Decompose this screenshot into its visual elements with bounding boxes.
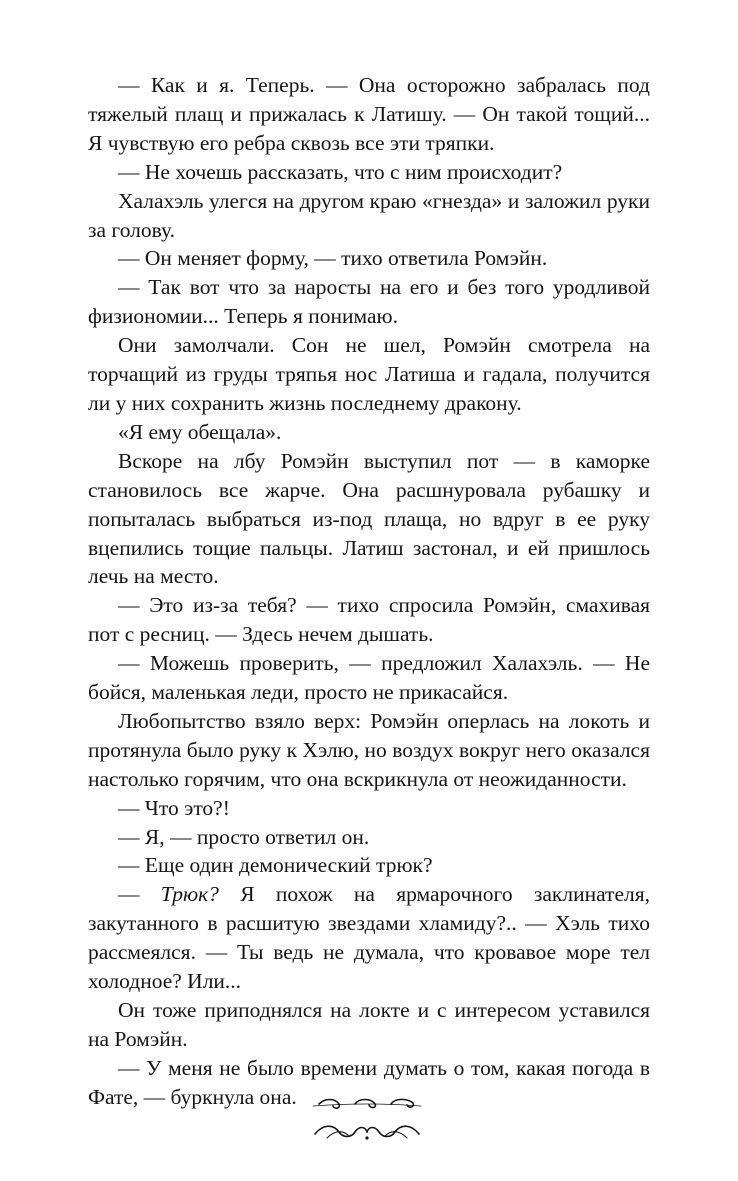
paragraph: — Это из-за тебя? — тихо спросила Ромэйн, смахивая пот с ресниц. — Здесь нечем дышать. bbox=[88, 593, 650, 647]
paragraph: — Так вот что за наросты на его и без того уродливой физиономии... Теперь я понимаю. bbox=[88, 275, 650, 329]
scene-break-flourish-icon bbox=[309, 1094, 425, 1144]
paragraph: — У меня не было времени думать о том, какая погода в Фате, — буркнула она. bbox=[88, 1055, 650, 1109]
paragraph: Он тоже приподнялся на локте и с интересом уставился на Ромэйн. bbox=[88, 998, 650, 1051]
book-page-text bbox=[88, 71, 650, 1112]
paragraph: — Можешь проверить, — предложил Халахэль. — Не бойся, маленькая леди, просто не прикасайся. bbox=[88, 651, 650, 705]
paragraph-with-italic bbox=[88, 880, 650, 996]
paragraph: «Я ему обещала». bbox=[118, 419, 282, 444]
paragraph: Они замолчали. Сон не шел, Ромэйн смотрела на торчащий из груды тряпья нос Латиша и гадала, получится ли у них сохранить жизнь последнему дракону. bbox=[88, 333, 650, 415]
paragraph: — Не хочешь рассказать, что с ним происходит? bbox=[118, 159, 563, 184]
dialogue-dash: — bbox=[118, 882, 161, 907]
paragraph: — Как и я. Теперь. — Она осторожно забралась под тяжелый плащ и прижалась к Латишу. — Он такой тощий... Я чувствую его ребра сквозь все эти тряпки. bbox=[88, 73, 650, 155]
paragraph: — Он меняет форму, — тихо ответила Ромэйн. bbox=[118, 246, 548, 271]
paragraph: — Еще один демонический трюк? bbox=[118, 853, 433, 878]
paragraph: — Что это?! bbox=[118, 795, 230, 820]
paragraph: Любопытство взяло верх: Ромэйн оперлась на локоть и протянула было руку к Хэлю, но воздух вокруг него оказался настолько горячим, что она вскрикнула от неожиданности. bbox=[88, 708, 650, 791]
paragraph-rest: Я похож на ярмарочного заклинателя, закутанного в расшитую звездами хламиду?.. — Хэль тихо рассмеялся. — Ты ведь не думала, что кровавое море тел холодное? Или... bbox=[88, 882, 650, 994]
paragraph: Халахэль улегся на другом краю «гнезда» и заложил руки за голову. bbox=[88, 188, 650, 242]
italic-emphasis: Трюк? bbox=[160, 882, 219, 907]
paragraph: — Я, — просто ответил он. bbox=[118, 824, 370, 849]
paragraph: Вскоре на лбу Ромэйн выступил пот — в каморке становилось все жарче. Она расшнуровала рубашку и попыталась выбраться из-под плаща, но вдруг в ее руку вцепились тощие пальцы. Латиш застонал, и ей пришлось лечь на место. bbox=[88, 448, 650, 589]
